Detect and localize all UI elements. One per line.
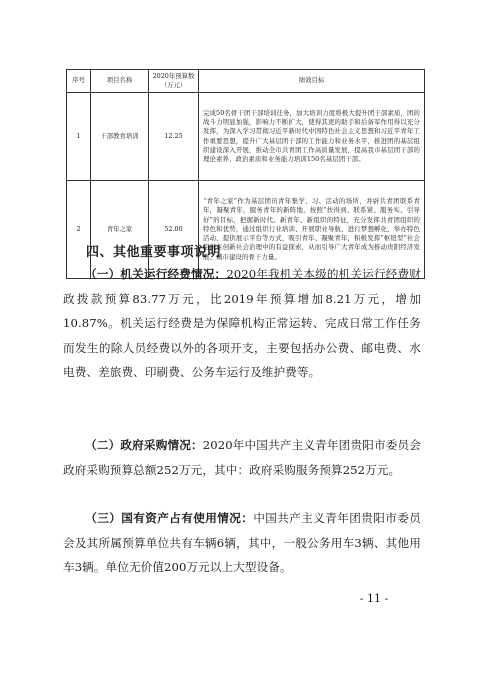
paragraph-lead: （一）机关运行经费情况： (85, 267, 227, 281)
paragraph-text: 2020年中国共产主义青年团贵阳市委员会政府采购预算总额252万元，其中：政府采购服务预算252万元。 (63, 438, 421, 477)
paragraph-operating-expenses (63, 262, 421, 385)
row-no: 1 (67, 93, 91, 181)
row-project-name: 青年之家 (91, 181, 149, 279)
paragraph-government-procurement (63, 433, 421, 482)
header-project-name: 项目名称 (91, 70, 149, 93)
row-goal: 完成50名骨干团干部培训任务，加大培训力度将极大提升团干部素质，团的战斗力明显加强，影响力不断扩大，使得其更的助手和后备军作用得以充分发挥，为深入学习贯彻习近平新时代中国特色社会主义思想和习近平青年工作重要思想，提升广大基层团干部的工作能力和业务水平，推进团的基层组织建设深入开展，推动全市共青团工作高质量发展，提高我市基层团干部的理论素养、政治素质和业务能力培训150名基层团干部。 (199, 93, 425, 181)
table-header-row (67, 70, 425, 93)
row-goal: “青年之家”作为基层团员青年集学、习、活动的场所，并辟共青团联系青年，凝聚青年，服务青年的新阵地，按照“扶得到、联系紧、服务实、引导好”的目标，把握新时代、新青年、新组织的特征，充分发挥共青团组织的特色和优势，通过组织行业培训、开展职业导航、进行梦想孵化、举办特色活动、提供展示平台等方式，吸引青年、凝聚青年，积极发挥“枢纽型”社会组织在创新社会治理中的有益探索，从而引导广大青年成为推动贵阳经济发展、城市建设的骨干力量。 (199, 181, 425, 279)
row-budget: 12.25 (149, 93, 199, 181)
table-row (67, 93, 425, 181)
row-project-name: 干部教育培训 (91, 93, 149, 181)
section-heading: 四、其他重要事项说明 (86, 245, 222, 260)
header-no: 序号 (67, 70, 91, 93)
row-no: 2 (67, 181, 91, 279)
header-budget: 2020年预算数（万元） (149, 70, 199, 93)
page-number: - 11 - (359, 592, 389, 605)
paragraph-lead: （二）政府采购情况： (85, 438, 203, 452)
paragraph-state-assets (63, 506, 421, 580)
header-goal: 绩效目标 (199, 70, 425, 93)
paragraph-text: 2020年我机关本级的机关运行经费财政拨款预算83.77万元，比2019年预算增加8.21万元，增加10.87%。机关运行经费是为保障机构正常运转、完成日常工作任务而发生的除人员经费以外的各项开支，主要包括办公费、邮电费、水电费、差旅费、印刷费、公务车运行及维护费等。 (63, 267, 421, 379)
paragraph-text: 中国共产主义青年团贵阳市委员会及其所属预算单位共有车辆6辆，其中，一般公务用车3辆、其他用车3辆。单位无价值200万元以上大型设备。 (63, 511, 422, 574)
row-budget: 52.00 (149, 181, 199, 279)
paragraph-lead: （三）国有资产占有使用情况： (85, 511, 254, 525)
